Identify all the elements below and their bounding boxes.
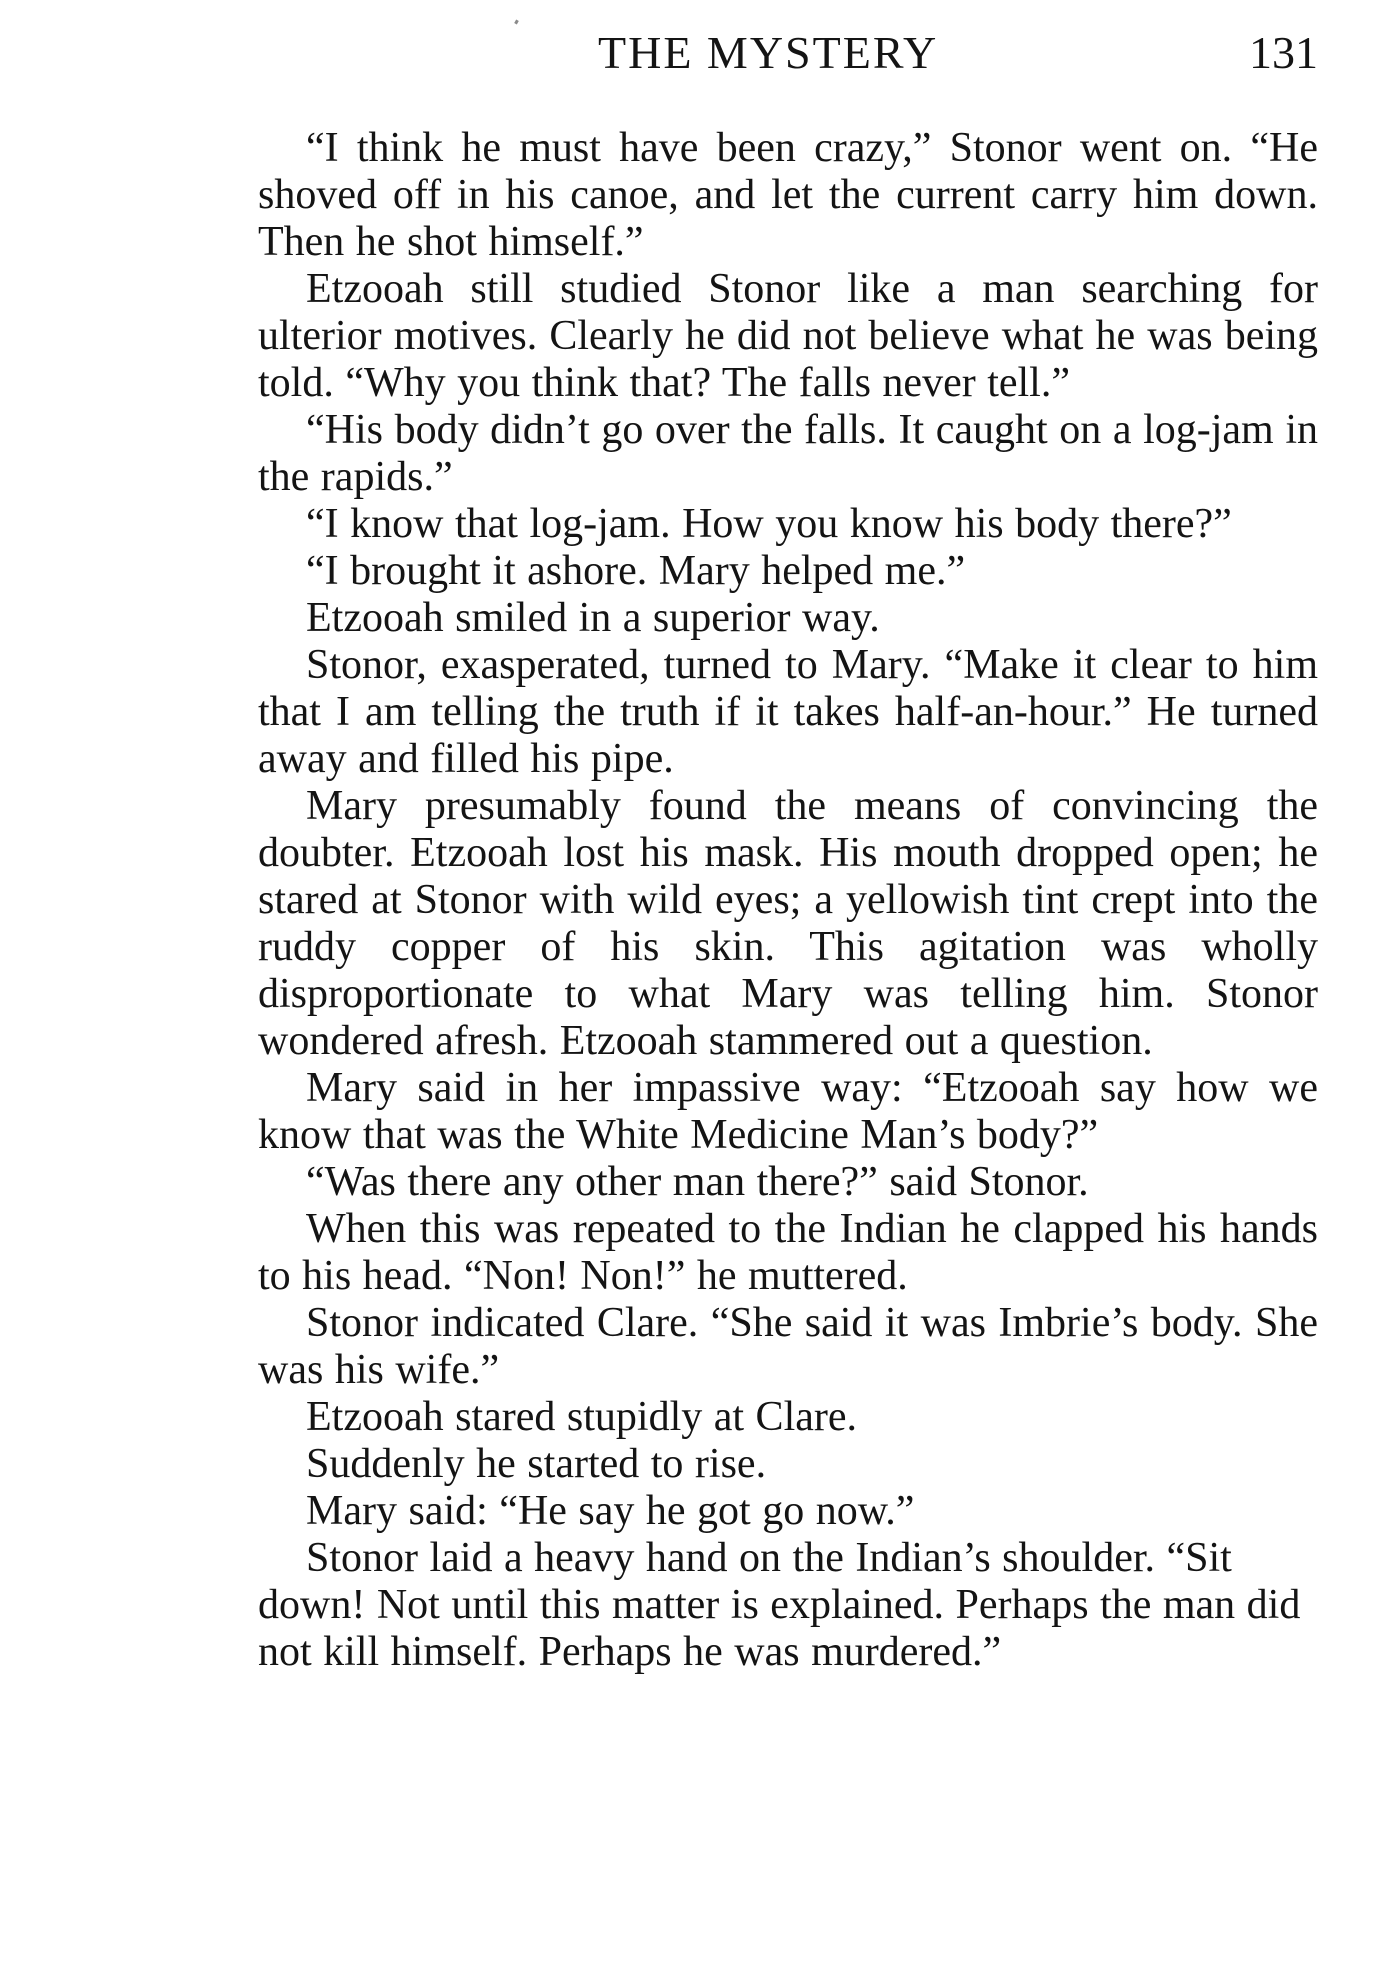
paragraph-4: “I know that log-jam. How you know his body there?” bbox=[306, 501, 1232, 547]
body-text bbox=[258, 125, 1318, 1676]
running-head bbox=[258, 26, 1318, 86]
paragraph-9: Mary said in her impassive way: “Etzooah say how we know that was the White Medicine Man’s body?” bbox=[258, 1065, 1318, 1158]
running-title: THE MYSTERY bbox=[598, 27, 939, 78]
paragraph-13: Etzooah stared stupidly at Clare. bbox=[306, 1394, 858, 1440]
paragraph-14: Suddenly he started to rise. bbox=[306, 1441, 767, 1487]
paragraph-16: Stonor laid a heavy hand on the Indian’s shoulder. “Sit down! Not until this matter is explained. Perhaps the man did not kill himself. Perhaps he was murdered.” bbox=[258, 1535, 1301, 1675]
paragraph-1: “I think he must have been crazy,” Stonor went on. “He shoved off in his canoe, and let the current carry him down. Then he shot himself.” bbox=[258, 125, 1318, 265]
paragraph-11: When this was repeated to the Indian he clapped his hands to his head. “Non! Non!” he muttered. bbox=[258, 1206, 1318, 1299]
paragraph-6: Etzooah smiled in a superior way. bbox=[306, 595, 880, 641]
paragraph-8: Mary presumably found the means of convincing the doubter. Etzooah lost his mask. His mouth dropped open; he stared at Stonor with wild eyes; a yellowish tint crept into the ruddy copper of his skin. This agitation was wholly disproportionate to what Mary was telling him. Stonor wondered afresh. Etzooah stammered out a question. bbox=[258, 783, 1318, 1064]
paragraph-7: Stonor, exasperated, turned to Mary. “Make it clear to him that I am telling the truth if it takes half-an-hour.” He turned away and filled his pipe. bbox=[258, 642, 1318, 782]
print-speck bbox=[514, 20, 519, 25]
page-number: 131 bbox=[1249, 27, 1318, 78]
paragraph-3: “His body didn’t go over the falls. It caught on a log-jam in the rapids.” bbox=[258, 407, 1318, 500]
paragraph-12: Stonor indicated Clare. “She said it was Imbrie’s body. She was his wife.” bbox=[258, 1300, 1318, 1393]
paragraph-15: Mary said: “He say he got go now.” bbox=[306, 1488, 915, 1534]
paragraph-10: “Was there any other man there?” said Stonor. bbox=[306, 1159, 1089, 1205]
paragraph-2: Etzooah still studied Stonor like a man searching for ulterior motives. Clearly he did not believe what he was being told. “Why you think that? The falls never tell.” bbox=[258, 266, 1318, 406]
paragraph-5: “I brought it ashore. Mary helped me.” bbox=[306, 548, 966, 594]
